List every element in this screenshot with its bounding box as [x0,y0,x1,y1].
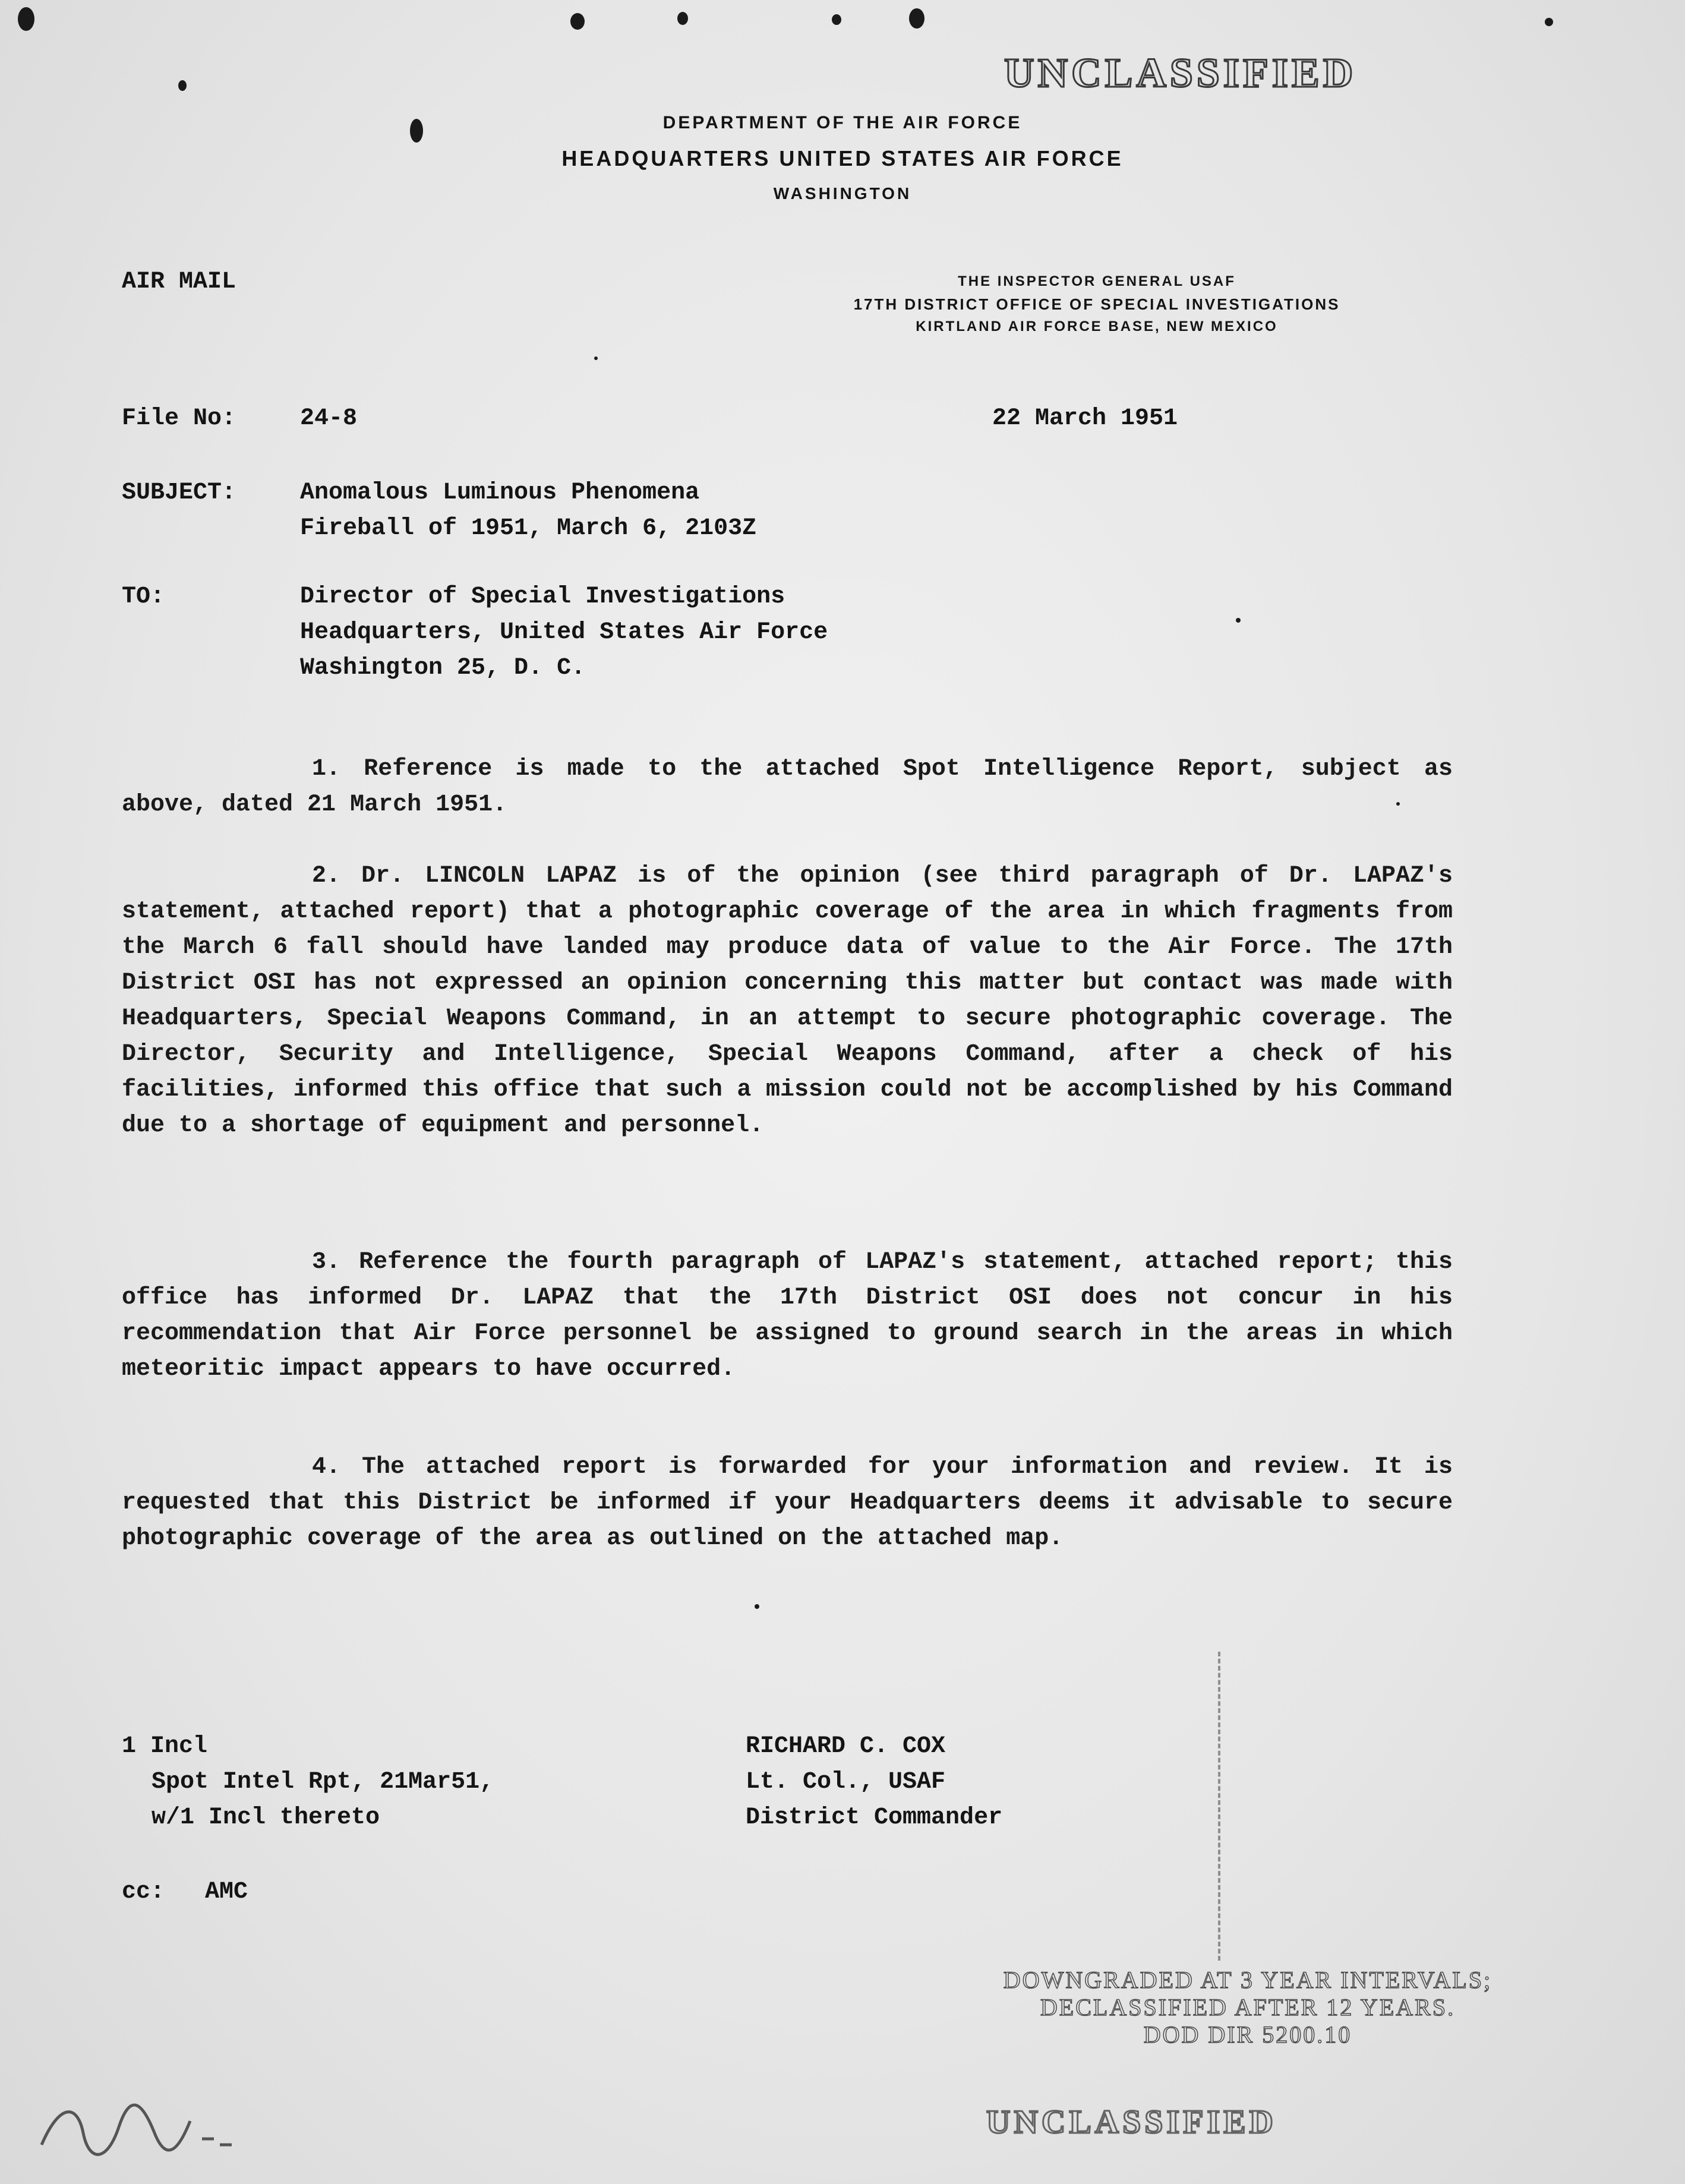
to-label: TO: [122,583,165,610]
paragraph-4-text: 4. The attached report is forwarded for your information and review. It is requested that this District be informed if your Headquarters deems it advisable to secure photographic coverage of the area as outlined on the attached map. [122,1454,1453,1552]
enclosure-item-1: Spot Intel Rpt, 21Mar51, [152,1769,494,1795]
downgrade-stamp-line-1: DOWNGRADED AT 3 YEAR INTERVALS; [1003,1967,1492,1993]
speck [594,356,598,360]
letterhead-city: WASHINGTON [773,184,912,203]
enclosure-item-2: w/1 Incl thereto [152,1804,380,1831]
speck [1396,802,1400,806]
signature-name: RICHARD C. COX [746,1733,946,1760]
paragraph-2 [122,859,1453,1144]
copy-to-value: AMC [205,1879,248,1905]
to-line-3: Washington 25, D. C. [300,655,586,681]
speck [410,119,423,143]
air-mail-label: AIR MAIL [122,269,236,295]
downgrade-stamp [915,1967,1580,2049]
paragraph-4 [122,1450,1453,1557]
speck [1236,618,1241,623]
downgrade-stamp-line-3: DOD DIR 5200.10 [1143,2021,1352,2048]
enclosure-count: 1 Incl [122,1733,208,1760]
issuing-office-line-3: KIRTLAND AIR FORCE BASE, NEW MEXICO [916,318,1278,334]
subject-line-1: Anomalous Luminous Phenomena [300,479,700,506]
classification-stamp-top: UNCLASSIFIED [1004,51,1357,96]
classification-stamp-bottom: UNCLASSIFIED [986,2104,1277,2141]
subject-label: SUBJECT: [122,479,236,506]
signature-rank: Lt. Col., USAF [746,1769,946,1795]
handwritten-mark [36,2079,250,2179]
downgrade-stamp-line-2: DECLASSIFIED AFTER 12 YEARS. [1040,1994,1456,2021]
subject-line-2: Fireball of 1951, March 6, 2103Z [300,515,757,542]
letterhead-department: DEPARTMENT OF THE AIR FORCE [662,113,1023,132]
document-date: 22 March 1951 [992,405,1178,432]
paragraph-1-text: 1. Reference is made to the attached Spot Intelligence Report, subject as above, dated 21 March 1951. [122,756,1453,818]
fold-crease-line [1218,1652,1223,1961]
copy-to-label: cc: [122,1879,165,1905]
paragraph-1 [122,752,1453,823]
to-line-1: Director of Special Investigations [300,583,785,610]
paragraph-3-text: 3. Reference the fourth paragraph of LAPAZ's statement, attached report; this office has informed Dr. LAPAZ that the 17th District OSI does not concur in his recommendation that Air Force personnel be assigned to ground search in the areas in which meteoritic impact appears to have occurred. [122,1249,1453,1383]
paragraph-3 [122,1245,1453,1387]
issuing-office-line-2: 17TH DISTRICT OFFICE OF SPECIAL INVESTIGATIONS [853,295,1340,313]
handwritten-scribble-icon [36,2079,250,2169]
signature-title: District Commander [746,1804,1003,1831]
file-number-label: File No: [122,405,236,432]
speck [178,80,187,91]
issuing-office-line-1: THE INSPECTOR GENERAL USAF [958,273,1236,289]
to-line-2: Headquarters, United States Air Force [300,619,828,646]
file-number: 24-8 [300,405,358,432]
top-edge-noise [0,0,1685,36]
paragraph-2-text: 2. Dr. LINCOLN LAPAZ is of the opinion (see third paragraph of Dr. LAPAZ's statement, attached report) that a photographic coverage of the area in which fragments from the March 6 fall should have landed may produce data of value to the Air Force. The 17th District OSI has not expressed an opinion concerning this matter but contact was made with Headquarters, Special Weapons Command, in an attempt to secure photographic coverage. The Director, Security and Intelligence, Special Weapons Command, after a check of his facilities, informed this office that such a mission could not be accomplished by his Command due to a shortage of equipment and personnel. [122,863,1453,1139]
speck [755,1604,759,1609]
letterhead-headquarters: HEADQUARTERS UNITED STATES AIR FORCE [561,146,1124,171]
